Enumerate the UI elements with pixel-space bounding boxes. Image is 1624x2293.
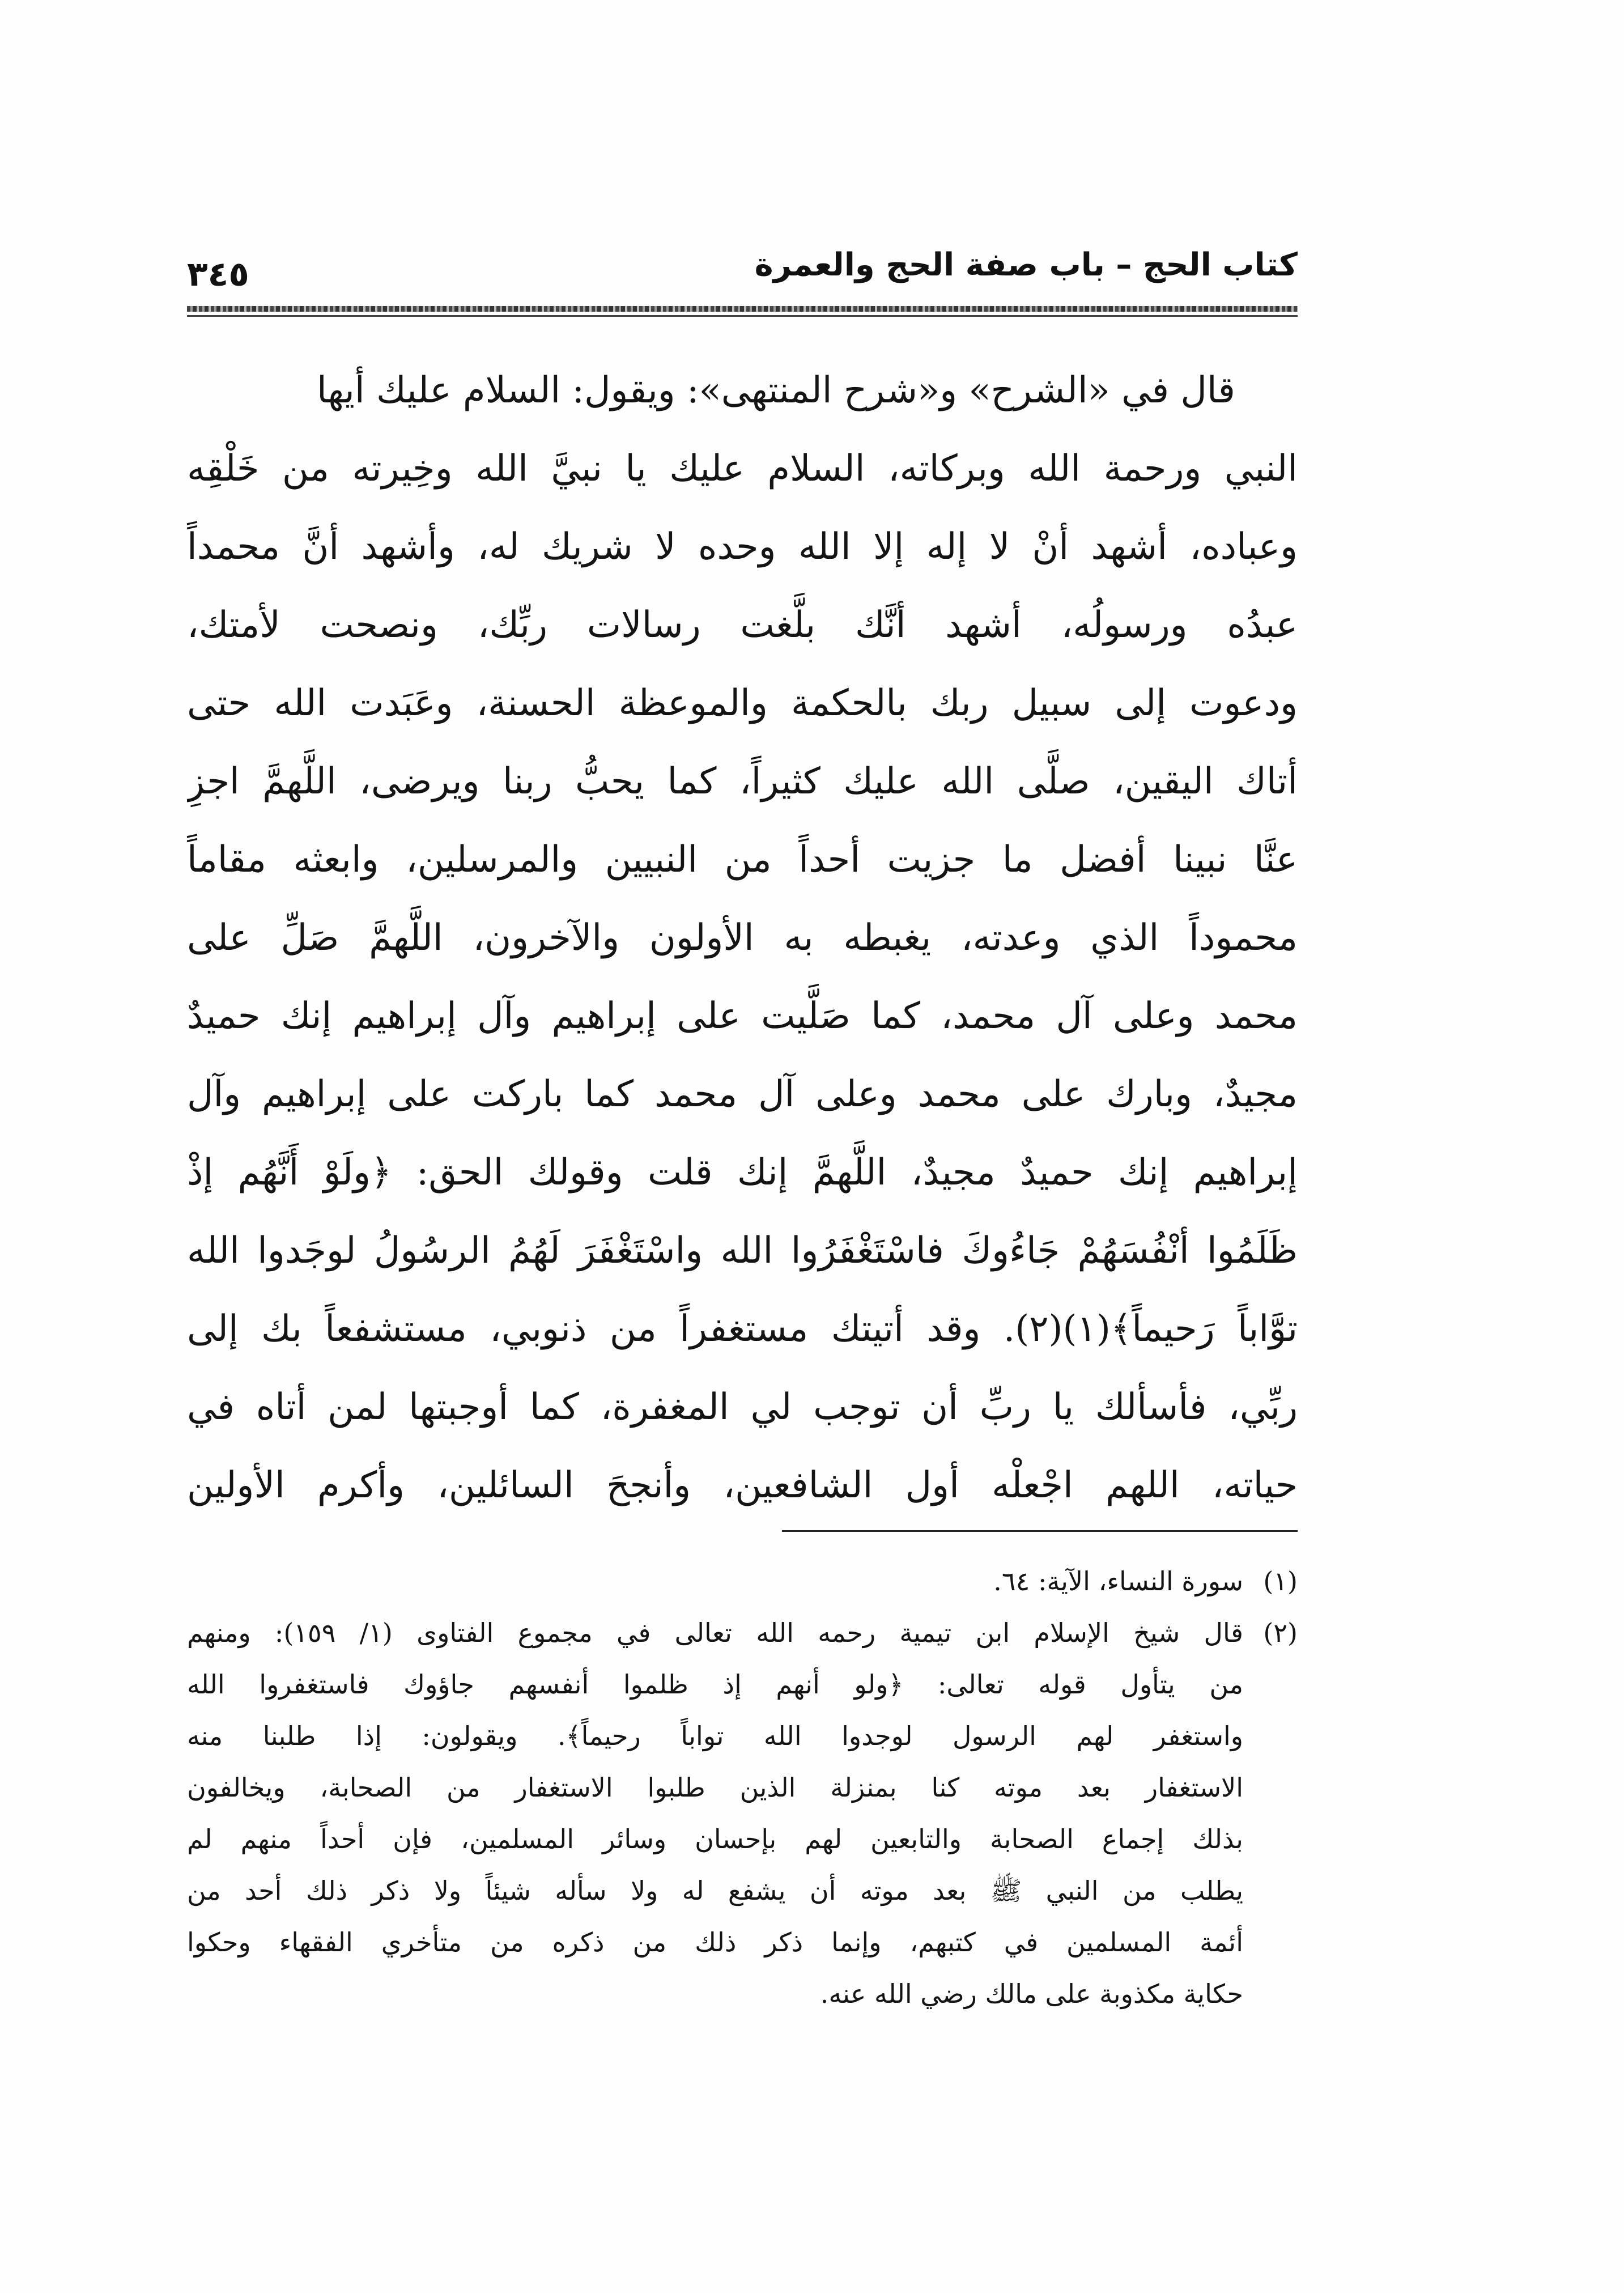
text-line: إبراهيم إنك حميدٌ مجيدٌ، اللَّهمَّ إنك قلت وقولك الحق: ﴿ولَوْ أَنَّهُم إذْ [187,1152,1298,1194]
footnote-line: يطلب من النبي ﷺ بعد موته أن يشفع له ولا سأله شيئاً ولا ذكر ذلك أحد من [187,1875,1243,1906]
footnote-line [187,1607,1298,1659]
text-line: محمد وعلى آل محمد، كما صَلَّيت على إبراهيم وآل إبراهيم إنك حميدٌ [187,995,1298,1037]
main-text [187,351,1298,1525]
text-line: عنَّا نبينا أفضل ما جزيت أحداً من النبيين والمرسلين، وابعثه مقاماً [187,839,1298,881]
text-line: النبي ورحمة الله وبركاته، السلام عليك يا نبيَّ الله وخِيرته من خَلْقِه [187,448,1298,490]
footnote-line: بذلك إجماع الصحابة والتابعين لهم بإحسان وسائر المسلمين، فإن أحداً منهم لم [187,1824,1243,1854]
text-line: قال في «الشرح» و«شرح المنتهى»: ويقول: السلام عليك أيها [317,370,1235,411]
footnote-line: من يتأول قوله تعالى: ﴿ولو أنهم إذ ظلموا أنفسهم جاؤوك فاستغفروا الله [187,1669,1243,1700]
text-line: عبدُه ورسولُه، أشهد أنَّك بلَّغت رسالات ربِّك، ونصحت لأمتك، [187,604,1298,646]
footnote-line: واستغفر لهم الرسول لوجدوا الله تواباً رحيماً﴾. ويقولون: إذا طلبنا منه [187,1721,1243,1751]
page-number: ٣٤٥ [187,254,249,294]
header-divider-thin [187,315,1298,317]
footnote-line: حكاية مكذوبة على مالك رضي الله عنه. [820,1978,1243,2009]
header-divider [187,306,1298,312]
text-line: محموداً الذي وعدته، يغبطه به الأولون والآخرون، اللَّهمَّ صَلِّ على [187,917,1298,959]
footnote-divider [782,1530,1298,1532]
footnote-number: (١) [1263,1566,1298,1596]
text-line: أتاك اليقين، صلَّى الله عليك كثيراً، كما يحبُّ ربنا ويرضى، اللَّهمَّ اجزِ [187,761,1298,802]
text-line: مجيدٌ، وبارك على محمد وعلى آل محمد كما باركت على إبراهيم وآل [187,1073,1298,1115]
chapter-title: كتاب الحج – باب صفة الحج والعمرة [754,247,1298,283]
footnote-text: قال شيخ الإسلام ابن تيمية رحمه الله تعالى في مجموع الفتاوى (١/ ١٥٩): ومنهم [187,1617,1243,1648]
running-header [187,238,1298,306]
footnotes [187,1556,1298,2020]
text-line: ودعوت إلى سبيل ربك بالحكمة والموعظة الحسنة، وعَبَدت الله حتى [187,682,1298,724]
footnote-line: الاستغفار بعد موته كنا بمنزلة الذين طلبوا الاستغفار من الصحابة، ويخالفون [187,1772,1244,1803]
text-line: حياته، اللهم اجْعلْه أول الشافعين، وأنجحَ السائلين، وأكرم الأولين [187,1464,1298,1506]
footnote-text: سورة النساء، الآية: ٦٤. [993,1566,1243,1596]
text-line: وعباده، أشهد أنْ لا إله إلا الله وحده لا شريك له، وأشهد أنَّ محمداً [187,526,1298,568]
footnote-line: أئمة المسلمين في كتبهم، وإنما ذكر ذلك من ذكره من متأخري الفقهاء وحكوا [187,1927,1243,1957]
footnote-line [187,1556,1298,1607]
footnote [187,1556,1298,1607]
text-line: توَّاباً رَحيماً﴾(١)(٢). وقد أتيتك مستغفراً من ذنوبي، مستشفعاً بك إلى [187,1308,1298,1350]
text-line: ربِّي، فأسألك يا ربِّ أن توجب لي المغفرة، كما أوجبتها لمن أتاه في [187,1386,1298,1428]
text-line: ظَلَمُوا أنْفُسَهُمْ جَاءُوكَ فاسْتَغْفَرُوا الله واسْتَغْفَرَ لَهُمُ الرسُولُ لوجَدوا الله [187,1230,1298,1272]
footnote-number: (٢) [1263,1617,1298,1648]
footnote [187,1607,1298,2020]
